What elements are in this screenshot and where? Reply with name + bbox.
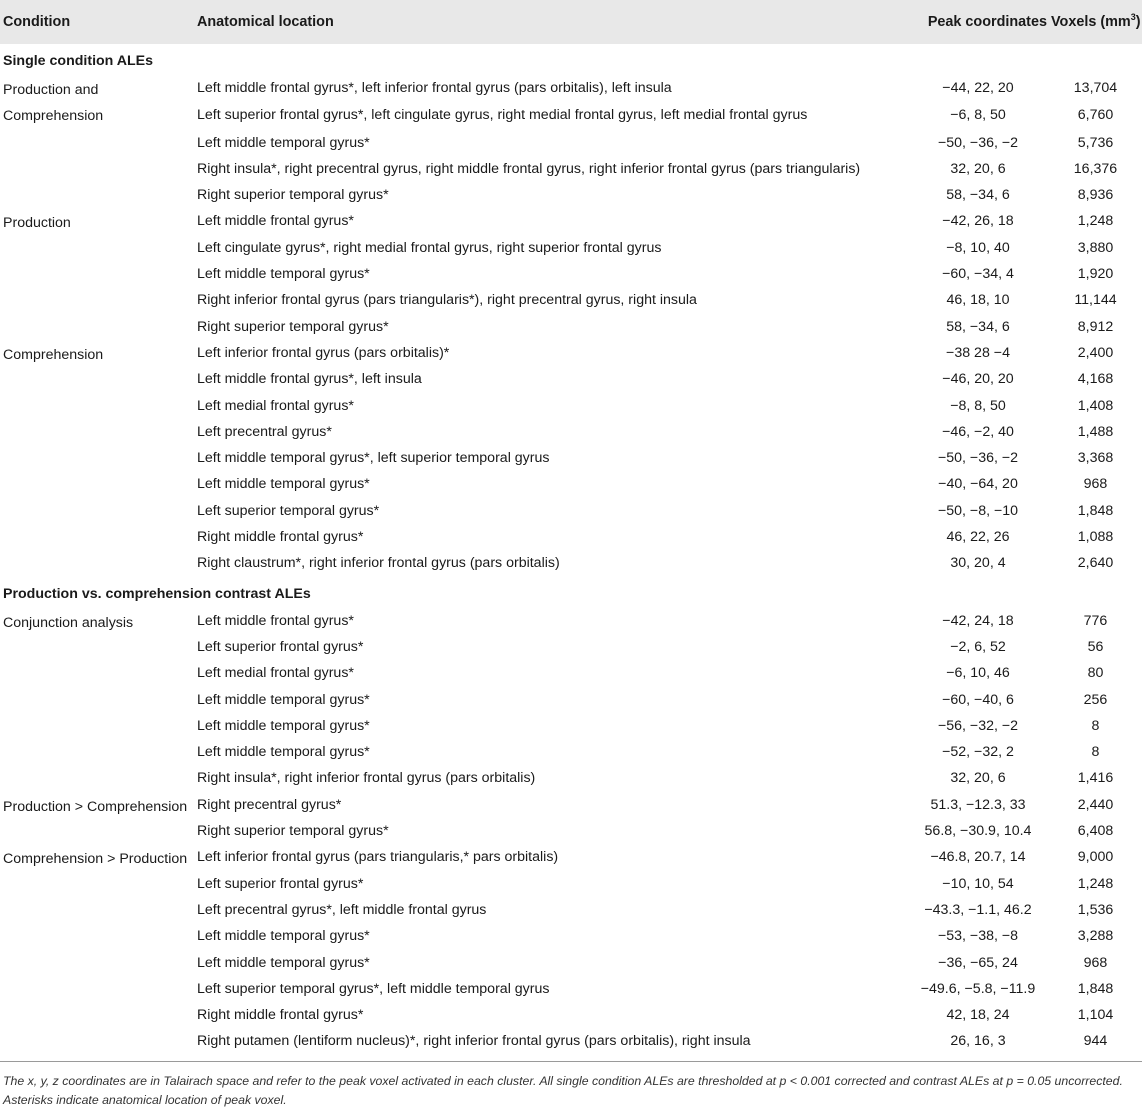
voxels-cell: 776: [1083, 612, 1108, 629]
coordinates-cell: −6, 8, 50: [950, 107, 1006, 124]
location-cell: Right superior temporal gyrus*: [197, 823, 389, 840]
coordinates-cell: 32, 20, 6: [950, 160, 1006, 177]
coordinates-cell: −56, −32, −2: [937, 717, 1019, 734]
table-row: [0, 608, 1142, 634]
location-cell: Left middle temporal gyrus*: [197, 476, 370, 493]
location-cell: Left middle temporal gyrus*: [197, 134, 370, 151]
section-row: [0, 577, 1142, 608]
voxels-cell: 256: [1083, 691, 1108, 708]
voxels-cell: 1,848: [1077, 980, 1114, 997]
condition-cell-empty: [0, 713, 195, 739]
condition-cell-empty: [0, 1028, 195, 1054]
condition-cell: Comprehension: [3, 346, 104, 363]
condition-cell-empty: [0, 550, 195, 576]
voxels-cell: 8: [1091, 744, 1100, 761]
voxels-cell: 80: [1087, 665, 1104, 682]
condition-cell-empty: [0, 498, 195, 524]
voxels-cell: 968: [1083, 954, 1108, 971]
coordinates-cell: 46, 18, 10: [946, 292, 1010, 309]
coordinates-cell: 56.8, −30.9, 10.4: [924, 823, 1032, 840]
coordinates-cell: −52, −32, 2: [942, 744, 1014, 761]
voxels-cell: 9,000: [1077, 849, 1114, 866]
condition-cell-empty: [0, 471, 195, 497]
table-row: [0, 550, 1142, 576]
voxels-cell: 8: [1091, 717, 1100, 734]
header-voxels: [1049, 0, 1142, 44]
condition-cell-empty: [0, 314, 195, 340]
voxels-cell: 1,416: [1077, 770, 1114, 787]
location-cell: Left medial frontal gyrus*: [197, 665, 354, 682]
condition-cell-empty: [0, 287, 195, 313]
condition-cell-empty: [0, 419, 195, 445]
condition-cell-empty: [0, 976, 195, 1002]
table-row: [0, 1028, 1142, 1054]
coordinates-cell: −6, 10, 46: [946, 665, 1010, 682]
location-cell: Left inferior frontal gyrus (pars triangularis,* pars orbitalis): [197, 849, 559, 866]
table-row: [0, 713, 1142, 739]
location-cell: Left middle frontal gyrus*: [197, 213, 354, 230]
location-cell: Left medial frontal gyrus*: [197, 397, 354, 414]
voxels-cell: 11,144: [1074, 292, 1117, 309]
coordinates-cell: −50, −36, −2: [937, 134, 1019, 151]
condition-cell-empty: [0, 130, 195, 156]
coordinates-cell: −60, −34, 4: [942, 266, 1014, 283]
location-cell: Left inferior frontal gyrus (pars orbitalis)*: [197, 344, 450, 361]
coordinates-cell: −42, 26, 18: [942, 213, 1014, 230]
voxels-cell: 3,288: [1077, 928, 1114, 945]
table-row: [0, 75, 1142, 102]
coordinates-cell: −43.3, −1.1, 46.2: [924, 901, 1032, 918]
table-row: [0, 1002, 1142, 1028]
coordinates-cell: −53, −38, −8: [937, 928, 1019, 945]
table-row: [0, 340, 1142, 366]
coordinates-cell: −50, −8, −10: [937, 502, 1019, 519]
voxels-cell: 1,488: [1077, 423, 1114, 440]
header-voxels-superscript: 3: [1130, 12, 1136, 23]
voxels-cell: 2,640: [1077, 555, 1114, 572]
location-cell: Right precentral gyrus*: [197, 796, 342, 813]
section-row: [0, 44, 1142, 75]
voxels-cell: 3,368: [1077, 450, 1114, 467]
table-row: [0, 660, 1142, 686]
voxels-cell: 1,104: [1077, 1007, 1114, 1024]
condition-cell-empty: [0, 923, 195, 949]
coordinates-cell: 58, −34, 6: [946, 187, 1010, 204]
location-cell: Left cingulate gyrus*, right medial frontal gyrus, right superior frontal gyrus: [197, 239, 662, 256]
coordinates-cell: 26, 16, 3: [950, 1033, 1006, 1050]
coordinates-cell: −36, −65, 24: [938, 954, 1018, 971]
coordinates-cell: 58, −34, 6: [946, 318, 1010, 335]
location-cell: Right middle frontal gyrus*: [197, 529, 364, 546]
header-row: [0, 0, 1142, 44]
condition-cell-empty: [0, 1002, 195, 1028]
table-row: [0, 393, 1142, 419]
table-row: [0, 923, 1142, 949]
table-row: [0, 445, 1142, 471]
table-row: [0, 156, 1142, 182]
condition-cell: Production and Comprehension: [3, 82, 104, 125]
table-row: [0, 792, 1142, 818]
location-cell: Left superior temporal gyrus*, left middle temporal gyrus: [197, 980, 550, 997]
coordinates-cell: 46, 22, 26: [946, 529, 1010, 546]
condition-cell-empty: [0, 182, 195, 208]
header-peak-coordinates: Peak coordinates: [927, 14, 1047, 30]
location-cell: Left middle temporal gyrus*: [197, 928, 370, 945]
header-voxels-label: Voxels (mm: [1051, 14, 1131, 30]
condition-cell-empty: [0, 445, 195, 471]
voxels-cell: 16,376: [1073, 160, 1118, 177]
condition-cell-empty: [0, 950, 195, 976]
location-cell: Left middle frontal gyrus*, left insula: [197, 371, 422, 388]
coordinates-cell: 32, 20, 6: [950, 770, 1006, 787]
table-header: [0, 0, 1142, 44]
location-cell: Left superior temporal gyrus*: [197, 502, 380, 519]
table-row: [0, 524, 1142, 550]
coordinates-cell: 42, 18, 24: [946, 1007, 1010, 1024]
table-row: [0, 739, 1142, 765]
table-row: [0, 950, 1142, 976]
condition-cell-empty: [0, 687, 195, 713]
voxels-cell: 1,248: [1077, 213, 1114, 230]
coordinates-cell: −10, 10, 54: [942, 875, 1014, 892]
condition-cell-empty: [0, 261, 195, 287]
voxels-cell: 1,536: [1077, 901, 1114, 918]
table-row: [0, 261, 1142, 287]
section-title: Production vs. comprehension contrast ALEs: [3, 585, 311, 602]
voxels-cell: 1,408: [1077, 397, 1114, 414]
coordinates-cell: −46, 20, 20: [942, 371, 1014, 388]
voxels-cell: 8,936: [1077, 187, 1114, 204]
condition-cell: Production: [3, 215, 71, 232]
location-cell: Left middle temporal gyrus*: [197, 691, 370, 708]
location-cell: Left middle temporal gyrus*: [197, 744, 370, 761]
coordinates-cell: −42, 24, 18: [942, 612, 1014, 629]
location-cell: Right superior temporal gyrus*: [197, 318, 389, 335]
header-voxels-close: ): [1135, 14, 1141, 30]
table-row: [0, 182, 1142, 208]
location-cell: Left middle temporal gyrus*: [197, 717, 370, 734]
condition-cell-empty: [0, 156, 195, 182]
condition-cell: Conjunction analysis: [3, 614, 134, 631]
table-row: [0, 844, 1142, 870]
table-body: [0, 44, 1142, 1055]
voxels-cell: 5,736: [1077, 134, 1114, 151]
coordinates-cell: −2, 6, 52: [950, 638, 1006, 655]
condition-cell-empty: [0, 897, 195, 923]
voxels-cell: 13,704: [1073, 80, 1118, 96]
coordinates-cell: −40, −64, 20: [938, 476, 1018, 493]
coordinates-cell: −8, 10, 40: [946, 239, 1010, 256]
location-cell: Right inferior frontal gyrus (pars triangularis*), right precentral gyrus, right insula: [197, 292, 697, 309]
coordinates-cell: −46, −2, 40: [942, 423, 1014, 440]
table-row: [0, 287, 1142, 313]
table-row: [0, 976, 1142, 1002]
voxels-cell: 968: [1083, 476, 1108, 493]
coordinates-cell: −44, 22, 20: [942, 80, 1014, 96]
voxels-cell: 4,168: [1077, 371, 1114, 388]
header-anatomical-location: Anatomical location: [197, 14, 334, 30]
location-cell: Left middle frontal gyrus*: [197, 612, 354, 629]
coordinates-cell: 30, 20, 4: [950, 555, 1006, 572]
location-cell: Left superior frontal gyrus*: [197, 638, 364, 655]
table-row: [0, 471, 1142, 497]
location-cell: Left middle temporal gyrus*: [197, 954, 370, 971]
voxels-cell: 3,880: [1077, 239, 1114, 256]
location-cell: Right middle frontal gyrus*: [197, 1007, 364, 1024]
voxels-cell: 1,920: [1077, 266, 1114, 283]
condition-cell-empty: [0, 524, 195, 550]
table-footnote: The x, y, z coordinates are in Talairach space and refer to the peak voxel activated in each cluster. All single condition ALEs are thresholded at p < 0.001 corrected and contrast ALEs at p = 0.05 uncorrected. Asterisks indicate anatomical location of peak voxel.: [3, 1073, 1123, 1107]
location-cell: Right insula*, right inferior frontal gyrus (pars orbitalis): [197, 770, 536, 787]
voxels-cell: 1,088: [1077, 529, 1114, 546]
location-cell: Right superior temporal gyrus*: [197, 187, 389, 204]
condition-cell-empty: [0, 393, 195, 419]
location-cell: Left precentral gyrus*, left middle frontal gyrus: [197, 901, 487, 918]
location-cell: Left middle temporal gyrus*: [197, 266, 370, 283]
voxels-cell: 944: [1083, 1033, 1108, 1050]
table-row: [0, 314, 1142, 340]
location-cell: Left middle temporal gyrus*, left superior temporal gyrus: [197, 450, 550, 467]
voxels-cell: 1,848: [1077, 502, 1114, 519]
location-cell: Left superior frontal gyrus*, left cingulate gyrus, right medial frontal gyrus, left medial frontal gyrus: [197, 107, 808, 124]
voxels-cell: 1,248: [1077, 875, 1114, 892]
coordinates-cell: −49.6, −5.8, −11.9: [920, 980, 1036, 997]
table-row: [0, 687, 1142, 713]
table-row: [0, 130, 1142, 156]
voxels-cell: 6,760: [1077, 107, 1114, 124]
condition-cell-empty: [0, 660, 195, 686]
location-cell: Left middle frontal gyrus*, left inferior frontal gyrus (pars orbitalis), left insula: [197, 80, 672, 96]
table-row: [0, 765, 1142, 791]
table-row: [0, 897, 1142, 923]
location-cell: Right insula*, right precentral gyrus, right middle frontal gyrus, right inferior frontal gyrus (pars triangularis): [197, 160, 861, 177]
coordinates-cell: −50, −36, −2: [937, 450, 1019, 467]
condition-cell: Comprehension > Production: [3, 851, 188, 868]
voxels-cell: 56: [1087, 638, 1104, 655]
location-cell: Left precentral gyrus*: [197, 423, 332, 440]
coordinates-cell: −46.8, 20.7, 14: [930, 849, 1026, 866]
table-row: [0, 208, 1142, 234]
coordinates-cell: 51.3, −12.3, 33: [930, 796, 1026, 813]
header-condition: Condition: [3, 14, 71, 30]
location-cell: Right putamen (lentiform nucleus)*, right inferior frontal gyrus (pars orbitalis), right insula: [197, 1033, 751, 1050]
voxels-cell: 2,440: [1077, 796, 1114, 813]
condition-cell-empty: [0, 765, 195, 791]
table-row: [0, 419, 1142, 445]
voxels-cell: 8,912: [1077, 318, 1114, 335]
table-row: [0, 498, 1142, 524]
coordinates-cell: −60, −40, 6: [942, 691, 1014, 708]
section-title: Single condition ALEs: [3, 53, 154, 69]
coordinates-cell: −8, 8, 50: [950, 397, 1006, 414]
location-cell: Right claustrum*, right inferior frontal gyrus (pars orbitalis): [197, 555, 560, 572]
voxels-cell: 6,408: [1077, 823, 1114, 840]
condition-cell: Production > Comprehension: [3, 798, 188, 815]
condition-cell-empty: [0, 739, 195, 765]
coordinates-cell: −38 28 −4: [946, 344, 1010, 361]
location-cell: Left superior frontal gyrus*: [197, 875, 364, 892]
voxels-cell: 2,400: [1077, 344, 1114, 361]
